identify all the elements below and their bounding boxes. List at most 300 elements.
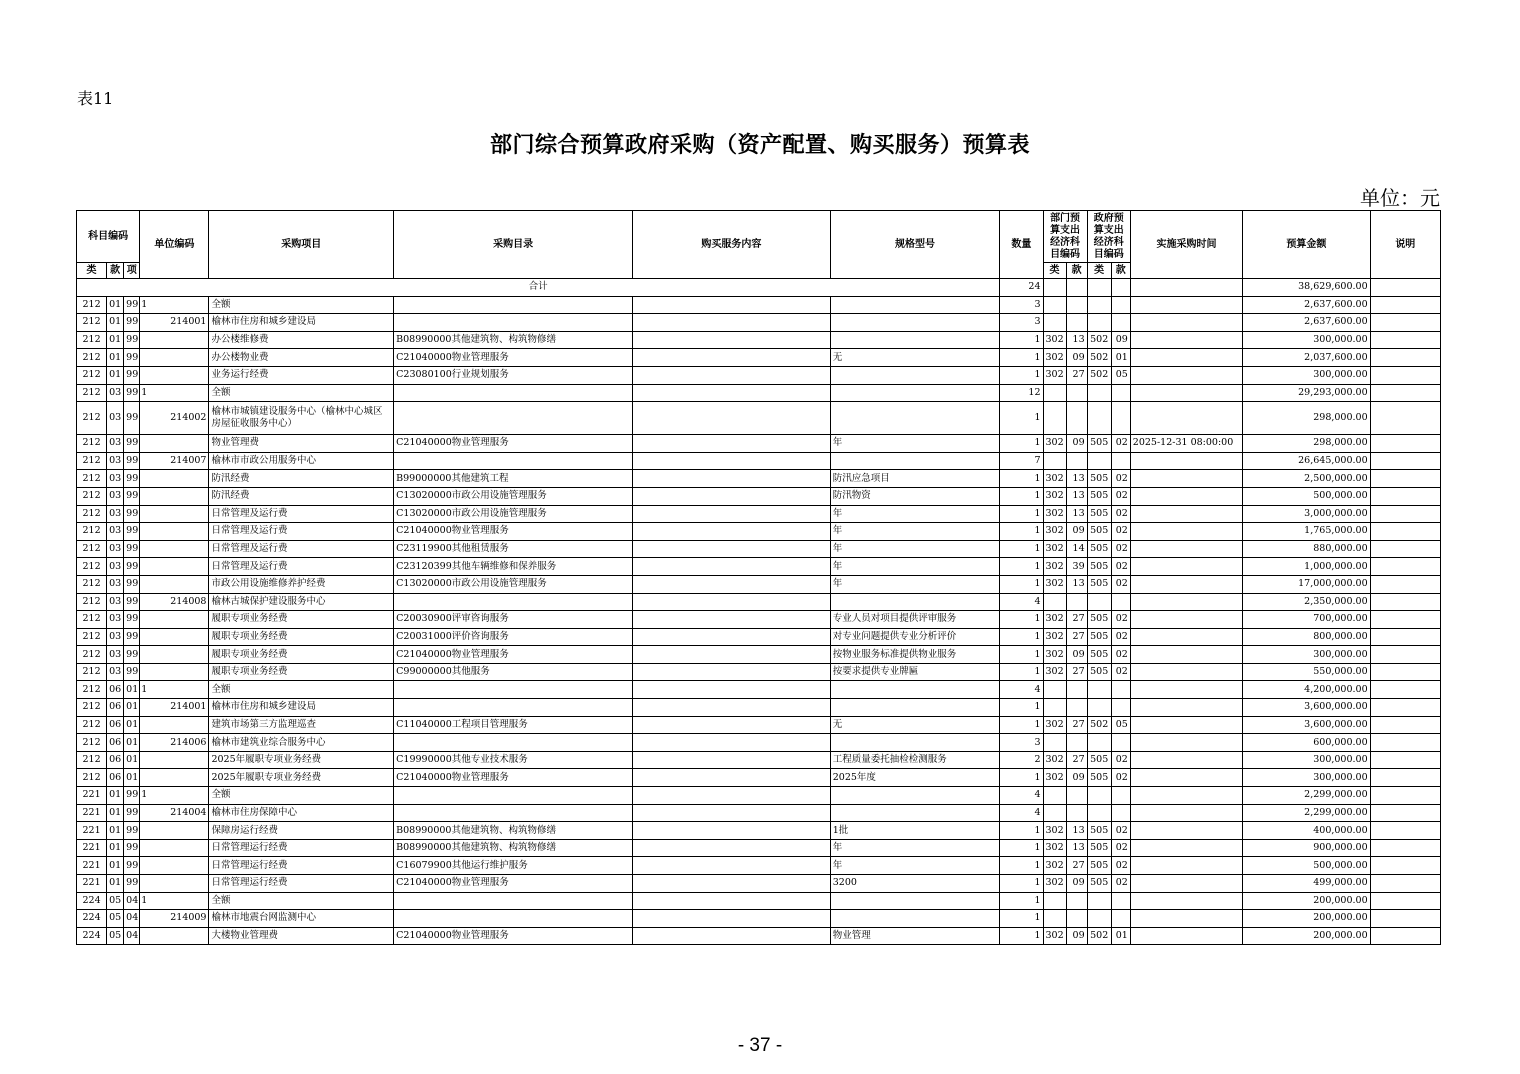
cell-note [1370,314,1440,332]
cell-time [1130,540,1242,558]
cell-amount: 2,299,000.00 [1243,804,1370,822]
cell-amount: 300,000.00 [1243,331,1370,349]
cell-lei: 212 [77,593,107,611]
cell-spec [830,593,1000,611]
cell-note [1370,663,1440,681]
cell-catalog: C13020000市政公用设施管理服务 [394,575,633,593]
cell-dept-kuan [1066,699,1087,717]
cell-note [1370,927,1440,945]
cell-kuan: 03 [107,611,124,629]
cell-dept-kuan: 27 [1066,857,1087,875]
cell-dept-kuan: 09 [1066,769,1087,787]
cell-spec: 年 [830,857,1000,875]
cell-service [633,470,831,488]
total-row [77,279,1441,297]
cell-catalog: B08990000其他建筑物、构筑物修缮 [394,331,633,349]
header-lei: 类 [77,263,107,279]
cell-gov-kuan: 02 [1111,875,1130,893]
budget-table [76,210,1441,945]
cell-time [1130,716,1242,734]
cell-lei: 212 [77,540,107,558]
cell-xiang: 99 [124,540,140,558]
cell-lei: 212 [77,349,107,367]
cell-dept-lei [1043,681,1066,699]
cell-time [1130,646,1242,664]
cell-gov-kuan [1111,734,1130,752]
cell-gov-kuan: 02 [1111,769,1130,787]
cell-gov-kuan: 05 [1111,366,1130,384]
cell-dept-lei: 302 [1043,558,1066,576]
cell-time [1130,505,1242,523]
cell-note [1370,366,1440,384]
cell-unit-code: 214006 [140,734,209,752]
cell-kuan: 03 [107,470,124,488]
cell-time [1130,822,1242,840]
cell-dept-lei [1043,452,1066,470]
cell-gov-kuan [1111,296,1130,314]
cell-project: 榆林市市政公用服务中心 [209,452,394,470]
cell-lei: 212 [77,470,107,488]
cell-note [1370,505,1440,523]
cell-catalog: C21040000物业管理服务 [394,349,633,367]
cell-gov-kuan: 02 [1111,575,1130,593]
cell-spec [830,734,1000,752]
cell-project: 业务运行经费 [209,366,394,384]
cell-qty: 2 [1000,751,1043,769]
cell-xiang: 04 [124,910,140,928]
cell-unit-code [140,470,209,488]
cell-qty: 1 [1000,839,1043,857]
cell-gov-lei [1087,384,1111,402]
cell-catalog [394,452,633,470]
cell-amount: 3,600,000.00 [1243,699,1370,717]
cell-service [633,593,831,611]
cell-gov-lei: 505 [1087,822,1111,840]
cell-project: 日常管理及运行费 [209,505,394,523]
cell-service [633,822,831,840]
cell-project: 榆林市住房保障中心 [209,804,394,822]
cell-lei: 212 [77,663,107,681]
cell-spec: 年 [830,540,1000,558]
cell-xiang: 99 1 [124,787,140,805]
cell-time [1130,349,1242,367]
cell-project: 榆林古城保护建设服务中心 [209,593,394,611]
cell-catalog: C21040000物业管理服务 [394,435,633,453]
cell-unit-code [140,716,209,734]
cell-time [1130,875,1242,893]
cell-dept-lei: 302 [1043,663,1066,681]
cell-gov-kuan [1111,787,1130,805]
table-row [77,699,1441,717]
cell-unit-code [140,331,209,349]
cell-amount: 29,293,000.00 [1243,384,1370,402]
cell-gov-lei [1087,804,1111,822]
cell-unit-code [140,892,209,910]
cell-xiang: 99 [124,822,140,840]
cell-kuan: 03 [107,384,124,402]
cell-xiang: 99 [124,366,140,384]
table-row [77,435,1441,453]
cell-dept-kuan: 14 [1066,540,1087,558]
cell-amount: 2,637,600.00 [1243,296,1370,314]
cell-kuan: 01 [107,839,124,857]
cell-project: 2025年履职专项业务经费 [209,751,394,769]
table-row [77,875,1441,893]
cell-catalog: C21040000物业管理服务 [394,875,633,893]
cell-service [633,575,831,593]
cell-gov-lei: 502 [1087,366,1111,384]
cell-qty: 1 [1000,540,1043,558]
cell-time [1130,751,1242,769]
cell-project: 履职专项业务经费 [209,646,394,664]
cell-gov-lei: 502 [1087,331,1111,349]
cell-dept-kuan [1066,314,1087,332]
table-row [77,314,1441,332]
cell-xiang: 99 [124,857,140,875]
table-row [77,296,1441,314]
cell-kuan: 03 [107,402,124,435]
cell-service [633,663,831,681]
table-row [77,452,1441,470]
cell-time [1130,558,1242,576]
cell-spec: 1批 [830,822,1000,840]
cell-project: 履职专项业务经费 [209,628,394,646]
cell-dept-kuan: 09 [1066,927,1087,945]
cell-service [633,487,831,505]
cell-amount: 3,000,000.00 [1243,505,1370,523]
cell-unit-code [140,927,209,945]
cell-dept-lei [1043,384,1066,402]
cell-unit-code [140,875,209,893]
cell-service [633,523,831,541]
cell-catalog: C23080100行业规划服务 [394,366,633,384]
cell-project: 日常管理运行经费 [209,839,394,857]
header-subject-code: 科目编码 [77,211,140,263]
cell-note [1370,822,1440,840]
cell-lei: 224 [77,892,107,910]
cell-gov-lei [1087,910,1111,928]
table-row [77,487,1441,505]
table-row [77,769,1441,787]
cell-lei: 212 [77,716,107,734]
cell-dept-lei: 302 [1043,927,1066,945]
cell-amount: 300,000.00 [1243,751,1370,769]
cell-note [1370,384,1440,402]
cell-xiang: 99 [124,663,140,681]
total-amount: 38,629,600.00 [1243,279,1370,297]
cell-gov-kuan [1111,804,1130,822]
cell-service [633,402,831,435]
cell-spec [830,699,1000,717]
cell-dept-lei [1043,787,1066,805]
cell-qty: 1 [1000,910,1043,928]
cell-lei: 212 [77,646,107,664]
cell-gov-lei: 505 [1087,505,1111,523]
cell-xiang: 04 [124,927,140,945]
cell-service [633,699,831,717]
cell-gov-kuan: 02 [1111,505,1130,523]
table-body [77,279,1441,945]
cell-unit-code [140,822,209,840]
table-row [77,734,1441,752]
cell-dept-kuan: 27 [1066,628,1087,646]
cell-lei: 221 [77,787,107,805]
cell-amount: 200,000.00 [1243,892,1370,910]
cell-xiang: 99 [124,593,140,611]
cell-dept-kuan [1066,910,1087,928]
cell-time [1130,611,1242,629]
cell-qty: 1 [1000,366,1043,384]
cell-time [1130,575,1242,593]
total-label: 合计 [77,279,1000,297]
cell-spec: 防汛应急项目 [830,470,1000,488]
cell-unit-code [140,646,209,664]
cell-unit-code [140,558,209,576]
cell-xiang: 99 [124,314,140,332]
cell-kuan: 03 [107,628,124,646]
cell-amount: 2,350,000.00 [1243,593,1370,611]
table-row [77,593,1441,611]
cell-time [1130,787,1242,805]
cell-spec [830,296,1000,314]
cell-dept-kuan: 13 [1066,575,1087,593]
cell-note [1370,523,1440,541]
cell-project: 2025年履职专项业务经费 [209,769,394,787]
cell-qty: 7 [1000,452,1043,470]
cell-gov-kuan [1111,452,1130,470]
cell-dept-kuan: 27 [1066,611,1087,629]
cell-gov-kuan [1111,681,1130,699]
cell-catalog [394,593,633,611]
cell-amount: 800,000.00 [1243,628,1370,646]
cell-gov-kuan: 09 [1111,331,1130,349]
cell-time [1130,681,1242,699]
cell-unit-code: 214009 [140,910,209,928]
cell-catalog [394,910,633,928]
cell-catalog [394,296,633,314]
cell-kuan: 06 [107,769,124,787]
cell-catalog: C23119900其他租赁服务 [394,540,633,558]
cell-time [1130,910,1242,928]
cell-xiang: 99 1 [124,384,140,402]
cell-catalog: C99000000其他服务 [394,663,633,681]
cell-amount: 300,000.00 [1243,646,1370,664]
cell-dept-lei: 302 [1043,540,1066,558]
cell-gov-lei: 502 [1087,349,1111,367]
cell-amount: 700,000.00 [1243,611,1370,629]
total-qty: 24 [1000,279,1043,297]
cell-gov-lei: 505 [1087,875,1111,893]
cell-catalog: C16079900其他运行维护服务 [394,857,633,875]
cell-catalog: B99000000其他建筑工程 [394,470,633,488]
cell-gov-lei: 505 [1087,487,1111,505]
header-project: 采购项目 [209,211,394,279]
cell-dept-kuan: 09 [1066,349,1087,367]
cell-amount: 400,000.00 [1243,822,1370,840]
table-row [77,628,1441,646]
cell-time [1130,593,1242,611]
cell-gov-kuan: 02 [1111,628,1130,646]
cell-time [1130,366,1242,384]
cell-gov-kuan [1111,314,1130,332]
cell-xiang: 99 [124,875,140,893]
table-row [77,349,1441,367]
cell-xiang: 99 [124,558,140,576]
cell-note [1370,593,1440,611]
cell-gov-kuan [1111,892,1130,910]
cell-time [1130,628,1242,646]
cell-lei: 221 [77,875,107,893]
cell-kuan: 03 [107,505,124,523]
cell-qty: 4 [1000,681,1043,699]
cell-service [633,804,831,822]
table-row [77,751,1441,769]
cell-service [633,787,831,805]
cell-dept-lei: 302 [1043,751,1066,769]
cell-gov-kuan: 02 [1111,558,1130,576]
cell-dept-kuan: 13 [1066,505,1087,523]
cell-dept-kuan: 09 [1066,435,1087,453]
cell-spec [830,402,1000,435]
cell-qty: 1 [1000,822,1043,840]
cell-qty: 1 [1000,558,1043,576]
cell-lei: 212 [77,628,107,646]
cell-amount: 499,000.00 [1243,875,1370,893]
cell-gov-lei: 505 [1087,646,1111,664]
cell-qty: 1 [1000,402,1043,435]
cell-lei: 212 [77,575,107,593]
cell-service [633,452,831,470]
cell-note [1370,558,1440,576]
table-row [77,804,1441,822]
cell-note [1370,296,1440,314]
cell-dept-lei [1043,804,1066,822]
header-time: 实施采购时间 [1130,211,1242,279]
cell-dept-kuan [1066,296,1087,314]
cell-lei: 221 [77,839,107,857]
cell-spec: 物业管理 [830,927,1000,945]
cell-dept-lei [1043,734,1066,752]
cell-gov-kuan: 02 [1111,487,1130,505]
cell-project: 办公楼维修费 [209,331,394,349]
cell-project: 履职专项业务经费 [209,663,394,681]
cell-time [1130,699,1242,717]
cell-lei: 212 [77,769,107,787]
cell-gov-kuan: 02 [1111,822,1130,840]
cell-amount: 2,299,000.00 [1243,787,1370,805]
cell-kuan: 01 [107,366,124,384]
cell-dept-lei: 302 [1043,523,1066,541]
cell-spec: 年 [830,558,1000,576]
cell-gov-kuan [1111,699,1130,717]
cell-project: 大楼物业管理费 [209,927,394,945]
cell-catalog [394,314,633,332]
cell-lei: 224 [77,910,107,928]
cell-spec [830,314,1000,332]
cell-dept-kuan: 27 [1066,366,1087,384]
cell-dept-lei [1043,593,1066,611]
cell-time [1130,384,1242,402]
cell-gov-lei [1087,892,1111,910]
cell-project: 日常管理及运行费 [209,523,394,541]
cell-spec [830,804,1000,822]
cell-unit-code [140,663,209,681]
table-row [77,716,1441,734]
cell-xiang: 99 [124,402,140,435]
cell-spec [830,681,1000,699]
cell-kuan: 01 [107,804,124,822]
cell-kuan: 03 [107,487,124,505]
cell-dept-lei: 302 [1043,487,1066,505]
cell-spec: 年 [830,435,1000,453]
cell-catalog: B08990000其他建筑物、构筑物修缮 [394,822,633,840]
cell-service [633,314,831,332]
cell-catalog: C20030900评审咨询服务 [394,611,633,629]
cell-time [1130,452,1242,470]
cell-kuan: 03 [107,540,124,558]
cell-service [633,349,831,367]
cell-gov-lei [1087,699,1111,717]
cell-amount: 900,000.00 [1243,839,1370,857]
cell-gov-kuan: 02 [1111,435,1130,453]
cell-time [1130,927,1242,945]
cell-xiang: 99 [124,804,140,822]
cell-dept-kuan: 09 [1066,875,1087,893]
table-row [77,822,1441,840]
cell-time: 2025-12-31 08:00:00 [1130,435,1242,453]
cell-dept-kuan [1066,681,1087,699]
cell-qty: 1 [1000,875,1043,893]
cell-qty: 4 [1000,593,1043,611]
cell-unit-code [140,384,209,402]
cell-gov-kuan: 02 [1111,470,1130,488]
cell-gov-kuan [1111,384,1130,402]
cell-qty: 1 [1000,505,1043,523]
cell-lei: 212 [77,505,107,523]
cell-gov-lei [1087,452,1111,470]
cell-xiang: 99 [124,523,140,541]
cell-lei: 212 [77,435,107,453]
cell-unit-code: 214007 [140,452,209,470]
cell-dept-kuan [1066,892,1087,910]
table-row [77,681,1441,699]
table-row [77,857,1441,875]
table-row [77,540,1441,558]
cell-xiang: 99 [124,435,140,453]
cell-amount: 200,000.00 [1243,927,1370,945]
cell-lei: 212 [77,384,107,402]
cell-gov-lei [1087,593,1111,611]
cell-gov-lei: 505 [1087,769,1111,787]
cell-unit-code [140,857,209,875]
cell-gov-lei: 505 [1087,523,1111,541]
cell-time [1130,663,1242,681]
cell-qty: 3 [1000,296,1043,314]
cell-note [1370,857,1440,875]
cell-dept-kuan [1066,402,1087,435]
cell-kuan: 01 [107,296,124,314]
table-header [77,211,1441,279]
cell-catalog [394,804,633,822]
cell-gov-lei [1087,314,1111,332]
cell-qty: 1 [1000,470,1043,488]
cell-unit-code [140,611,209,629]
table-row [77,839,1441,857]
cell-lei: 212 [77,523,107,541]
cell-lei: 221 [77,857,107,875]
cell-kuan: 01 [107,857,124,875]
cell-gov-lei: 505 [1087,611,1111,629]
